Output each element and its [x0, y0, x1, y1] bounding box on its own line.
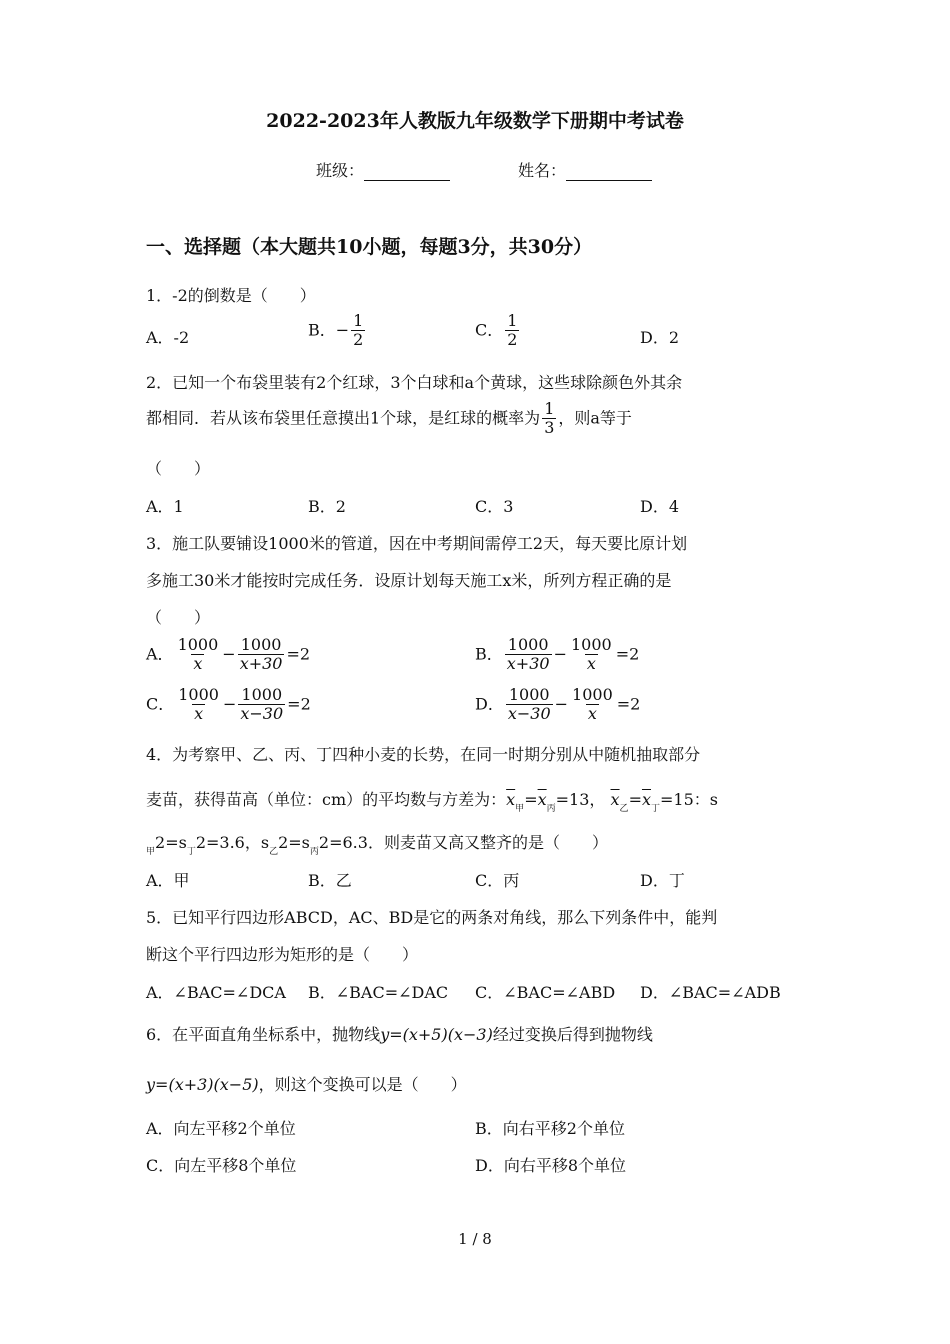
q2-option-a[interactable]: A．1 — [146, 497, 184, 516]
q2-option-d[interactable]: D．4 — [640, 497, 680, 516]
q4-option-c[interactable]: C．丙 — [475, 871, 520, 890]
question-3-line-2: 多施工30米才能按时完成任务．设原计划每天施工x米，所列方程正确的是 — [146, 571, 672, 590]
q1-option-d[interactable]: D．2 — [640, 328, 680, 347]
q5-option-d[interactable]: D．∠BAC=∠ADB — [640, 983, 781, 1002]
q1-option-b[interactable]: B．− $\frac{1}{2}$ — [308, 311, 364, 350]
q3-option-a[interactable]: A． $\frac{1000}{x}$ − $\frac{1000}{x+30}$ =2 — [146, 635, 311, 674]
q5-option-c[interactable]: C．∠BAC=∠ABD — [475, 983, 616, 1002]
question-4-line-2: 麦苗，获得苗高（单位：cm）的平均数与方差为：$\overline{x}_甲=\overline{x}_丙=13$， $\overline{x}_乙=\overline{x}_丁=15$：s — [146, 790, 718, 814]
equation: y=(x+5)(x−3) — [380, 1025, 493, 1044]
question-6-line-2: y=(x+3)(x−5)，则这个变换可以是（ ） — [146, 1075, 467, 1094]
question-5-line-1: 5．已知平行四边形ABCD，AC、BD是它的两条对角线，那么下列条件中，能判 — [146, 908, 718, 927]
q5-option-b[interactable]: B．∠BAC=∠DAC — [308, 983, 449, 1002]
fraction: $\frac{1}{2}$ — [507, 311, 518, 350]
name-label: 姓名： — [518, 161, 567, 180]
q5-option-a[interactable]: A．∠BAC=∠DCA — [146, 983, 286, 1002]
q4-option-b[interactable]: B．乙 — [308, 871, 352, 890]
question-3-line-1: 3．施工队要铺设1000米的管道，因在中考期间需停工2天，每天要比原计划 — [146, 534, 688, 553]
question-6-line-1: 6．在平面直角坐标系中，抛物线y=(x+5)(x−3)经过变换后得到抛物线 — [146, 1025, 653, 1044]
page-number: 1 / 8 — [458, 1230, 492, 1248]
question-2-line-1: 2．已知一个布袋里装有2个红球，3个白球和a个黄球，这些球除颜色外其余 — [146, 373, 683, 392]
q6-option-d[interactable]: D．向右平移8个单位 — [475, 1156, 627, 1175]
q6-option-b[interactable]: B．向右平移2个单位 — [475, 1119, 625, 1138]
class-field — [316, 158, 450, 181]
question-5-line-2: 断这个平行四边形为矩形的是（ ） — [146, 945, 419, 964]
question-2-paren: （ ） — [146, 459, 211, 478]
q3-option-b[interactable]: B． $\frac{1000}{x+30}$ − $\frac{1000}{x}$ =2 — [475, 635, 640, 674]
question-2-line-2: 都相同．若从该布袋里任意摸出1个球，是红球的概率为 $\frac{1}{3}$ ，则a等于 — [146, 399, 632, 438]
q6-option-a[interactable]: A．向左平移2个单位 — [146, 1119, 296, 1138]
section-heading: 一、选择题（本大题共10小题，每题3分，共30分） — [146, 236, 593, 258]
q3-option-d[interactable]: D． $\frac{1000}{x-30}$ − $\frac{1000}{x}$ =2 — [475, 685, 641, 724]
q6-option-c[interactable]: C．向左平移8个单位 — [146, 1156, 297, 1175]
class-blank[interactable] — [364, 160, 450, 181]
q1-option-c[interactable]: C． $\frac{1}{2}$ — [475, 311, 518, 350]
question-3-paren: （ ） — [146, 608, 211, 627]
q2-option-b[interactable]: B．2 — [308, 497, 346, 516]
page-title: 2022-2023年人教版九年级数学下册期中考试卷 — [266, 110, 684, 132]
fraction: $\frac{1}{3}$ — [544, 399, 555, 438]
question-1: 1．-2的倒数是（ ） — [146, 286, 316, 305]
q3-option-c[interactable]: C． $\frac{1000}{x}$ − $\frac{1000}{x-30}$ =2 — [146, 685, 311, 724]
fraction: $\frac{1}{2}$ — [353, 311, 364, 350]
name-field — [518, 158, 652, 181]
q2-option-c[interactable]: C．3 — [475, 497, 514, 516]
class-label: 班级： — [316, 161, 365, 180]
q1-option-a[interactable]: A．-2 — [146, 328, 190, 347]
q4-option-d[interactable]: D．丁 — [640, 871, 685, 890]
q4-option-a[interactable]: A．甲 — [146, 871, 190, 890]
question-4-line-1: 4．为考察甲、乙、丙、丁四种小麦的长势，在同一时期分别从中随机抽取部分 — [146, 745, 701, 764]
equation: y=(x+3)(x−5) — [146, 1075, 259, 1094]
name-blank[interactable] — [566, 160, 652, 181]
question-4-line-3: $_甲2=s_丁2=3.6$，$s_乙2=s_丙2=6.3$．则麦苗又高又整齐的是（ ） — [146, 833, 608, 857]
